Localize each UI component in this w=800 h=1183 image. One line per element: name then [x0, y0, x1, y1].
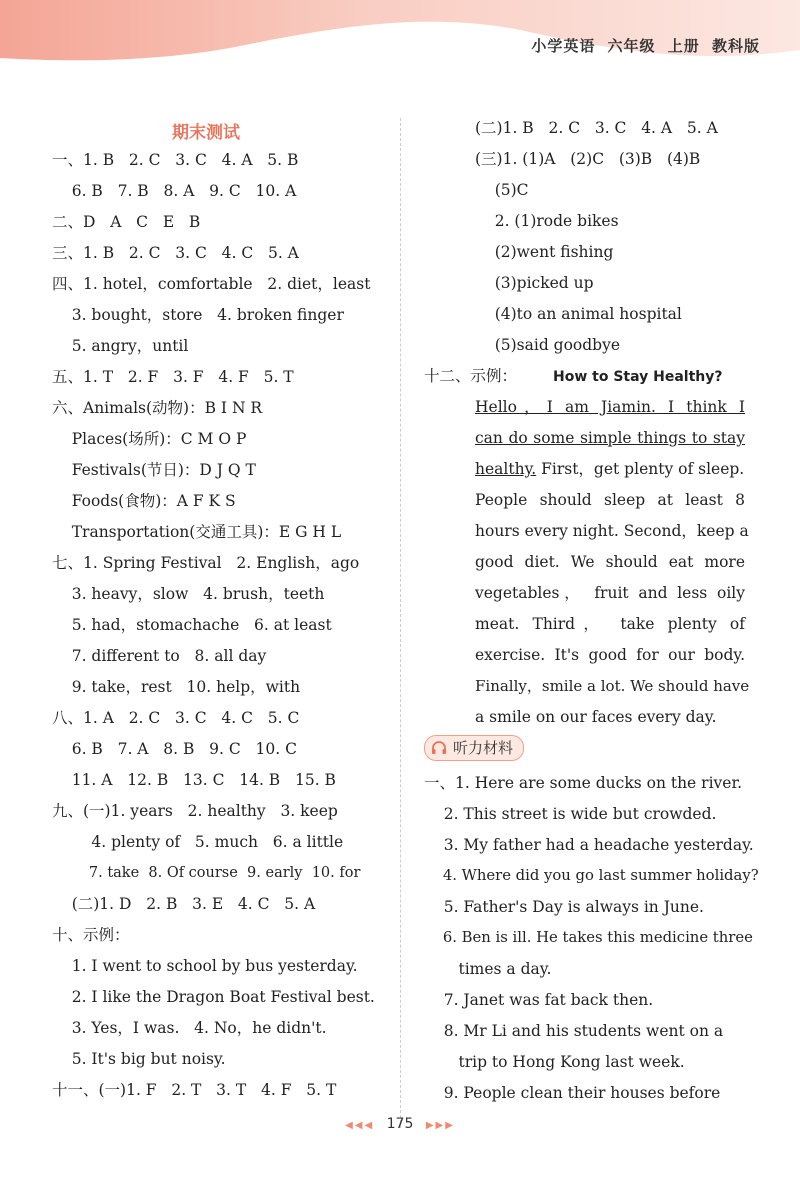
listening-line: 6. Ben is ill. He takes this medicine three	[424, 929, 753, 946]
answer-line: 九、(一)1. years 2. healthy 3. keep	[52, 802, 338, 820]
essay-line: can do some simple things to stay	[475, 429, 745, 447]
answer-line: 四、1. hotel，comfortable 2. diet，least	[52, 275, 371, 293]
answer-line: 9. take，rest 10. help，with	[52, 678, 301, 696]
essay-line: meat. Third， take plenty of	[475, 615, 745, 633]
answer-line: 5. had，stomachache 6. at least	[52, 616, 332, 634]
answer-line: (二)1. D 2. B 3. E 4. C 5. A	[52, 895, 316, 913]
book-title: 小学英语 六年级 上册 教科版	[531, 37, 760, 55]
answer-line: 五、1. T 2. F 3. F 4. F 5. T	[52, 368, 294, 386]
answer-line: (5)said goodbye	[475, 336, 621, 354]
section-twelve-label: 十二、示例：	[424, 367, 518, 385]
answer-line: (2)went fishing	[475, 243, 614, 261]
essay-line: hours every night. Second，keep a	[475, 522, 749, 540]
essay-line	[475, 459, 744, 479]
answer-line: Foods(食物)：A F K S	[52, 492, 236, 510]
listening-line: 9. People clean their houses before	[424, 1084, 721, 1102]
answer-line: 二、D A C E B	[52, 213, 201, 231]
listening-line: 4. Where did you go last summer holiday?	[424, 867, 759, 884]
answer-line: (5)C	[475, 181, 529, 199]
answer-line: 3. Yes，I was. 4. No，he didn't.	[52, 1019, 327, 1037]
essay-line: a smile on our faces every day.	[475, 708, 717, 726]
answer-line: 11. A 12. B 13. C 14. B 15. B	[52, 771, 336, 789]
listening-line: 8. Mr Li and his students went on a	[424, 1022, 724, 1040]
listening-line: 2. This street is wide but crowded.	[424, 805, 717, 823]
essay-continuation: First，get plenty of sleep.	[536, 460, 745, 478]
answer-line: 三、1. B 2. C 3. C 4. C 5. A	[52, 244, 299, 262]
answer-line: 2. (1)rode bikes	[475, 212, 619, 230]
answer-line: 3. bought，store 4. broken finger	[52, 306, 344, 324]
answer-line: 5. It's big but noisy.	[52, 1050, 226, 1068]
answer-line: 7. take 8. Of course 9. early 10. for	[52, 865, 361, 881]
essay-line: People should sleep at least 8	[475, 491, 745, 509]
listening-line: 7. Janet was fat back then.	[424, 991, 654, 1009]
answer-line: 3. heavy，slow 4. brush，teeth	[52, 585, 325, 603]
answer-line: 6. B 7. B 8. A 9. C 10. A	[52, 182, 297, 200]
listening-line: 3. My father had a headache yesterday.	[424, 836, 754, 854]
next-arrows-icon: ▶▶▶	[425, 1120, 455, 1131]
page-number: 175	[386, 1116, 414, 1132]
answer-line: Festivals(节日)：D J Q T	[52, 461, 256, 479]
listening-materials-badge	[424, 735, 524, 761]
answer-line: Transportation(交通工具)：E G H L	[52, 523, 342, 541]
listening-line: times a day.	[424, 960, 552, 978]
answer-line: 八、1. A 2. C 3. C 4. C 5. C	[52, 709, 300, 727]
answer-line: 6. B 7. A 8. B 9. C 10. C	[52, 740, 297, 758]
listening-title: 听力材料	[453, 739, 514, 757]
essay-line: exercise. It's good for our body.	[475, 646, 745, 664]
answer-line: 十、示例：	[52, 926, 130, 944]
essay-underlined-word: healthy.	[475, 460, 537, 478]
column-divider	[400, 118, 401, 1128]
essay-line: Finally，smile a lot. We should have	[475, 677, 750, 695]
answer-line: 2. I like the Dragon Boat Festival best.	[52, 988, 375, 1006]
answer-line: (3)picked up	[475, 274, 594, 292]
essay-title: How to Stay Healthy?	[553, 369, 723, 385]
answer-line: 六、Animals(动物)：B I N R	[52, 399, 263, 417]
answer-line: (二)1. B 2. C 3. C 4. A 5. A	[475, 119, 718, 137]
answer-line: 7. different to 8. all day	[52, 647, 267, 665]
answer-line: 5. angry，until	[52, 337, 189, 355]
answer-line: 七、1. Spring Festival 2. English，ago	[52, 554, 360, 572]
answer-line: 1. I went to school by bus yesterday.	[52, 957, 358, 975]
answer-line: (三)1. (1)A (2)C (3)B (4)B	[475, 150, 701, 168]
listening-line: 一、1. Here are some ducks on the river.	[424, 774, 743, 792]
essay-line: good diet. We should eat more	[475, 553, 745, 571]
listening-line: trip to Hong Kong last week.	[424, 1053, 685, 1071]
answer-line: (4)to an animal hospital	[475, 305, 682, 323]
answer-line: 一、1. B 2. C 3. C 4. A 5. B	[52, 151, 299, 169]
prev-arrows-icon: ◀◀◀	[345, 1120, 375, 1131]
essay-line: vegetables， fruit and less oily	[475, 584, 745, 602]
section-title: 期末测试	[172, 123, 240, 143]
page-footer	[0, 1116, 800, 1132]
headphones-icon	[431, 740, 447, 756]
answer-line: 十一、(一)1. F 2. T 3. T 4. F 5. T	[52, 1081, 337, 1099]
essay-line: Hello，I am Jiamin. I think I	[475, 398, 745, 416]
listening-line: 5. Father's Day is always in June.	[424, 898, 704, 916]
answer-line: 4. plenty of 5. much 6. a little	[52, 833, 344, 851]
answer-line: Places(场所)：C M O P	[52, 430, 247, 448]
